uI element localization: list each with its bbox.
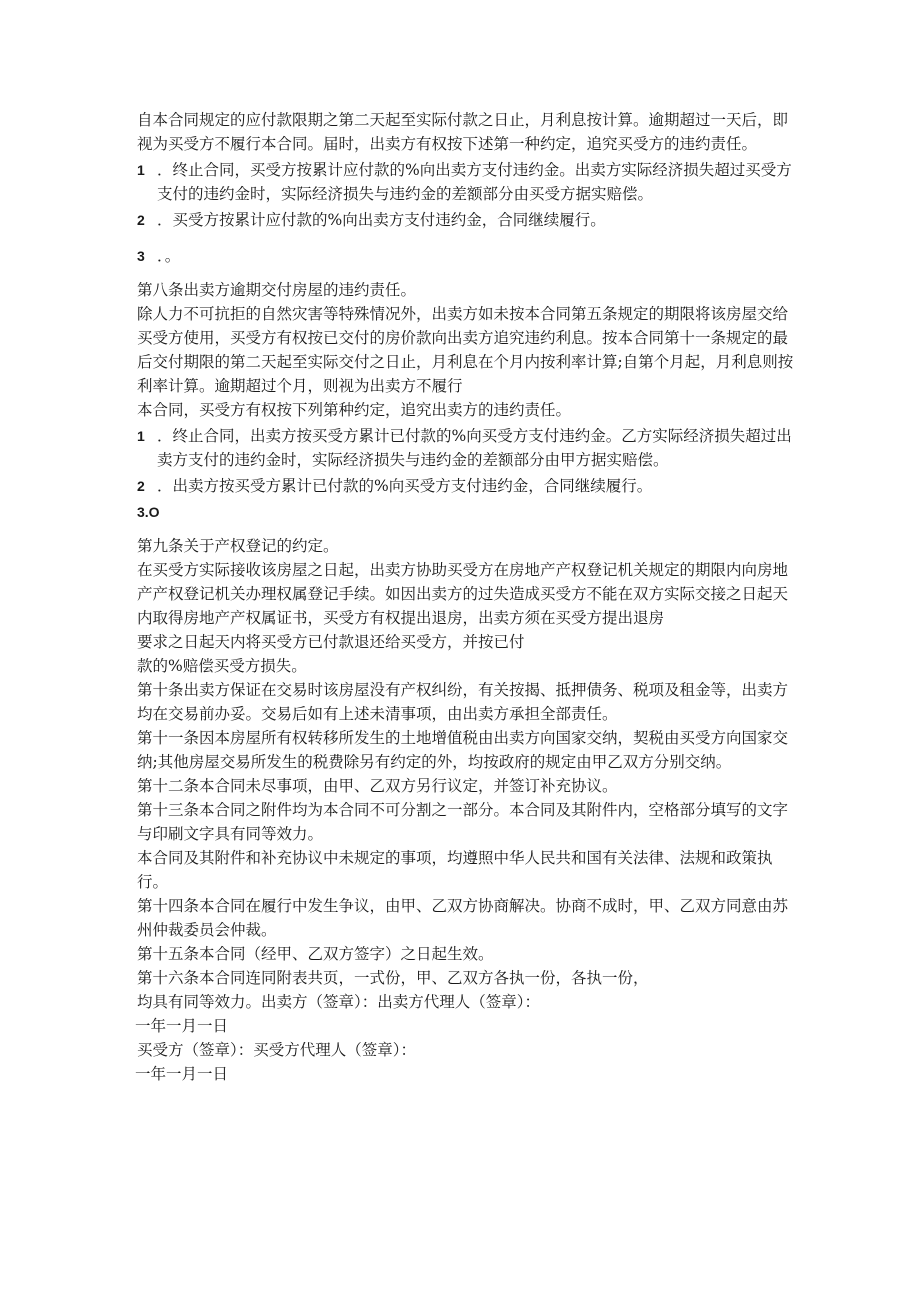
item-text: ．终止合同，买受方按累计应付款的%向出卖方支付违约金。出卖方实际经济损失超过买受方支付的违约金时，实际经济损失与违约金的差额部分由买受方据实赔偿。	[157, 161, 792, 203]
item-text: ．终止合同，出卖方按买受方累计已付款的%向买受方支付违约金。乙方实际经济损失超过出卖方支付的违约金时，实际经济损失与违约金的差额部分由甲方据实赔偿。	[157, 427, 792, 469]
item-number: 1	[137, 162, 145, 178]
article-8-body: 除人力不可抗拒的自然灾害等特殊情况外，出卖方如未按本合同第五条规定的期限将该房屋交给买受方使用，买受方有权按已交付的房价款向出卖方追究违约利息。按本合同第十一条规定的最后交付期限的第二天起至实际交付之日止，月利息在个月内按利率计算;自第个月起，月利息则按利率计算。逾期超过个月，则视为出卖方不履行	[137, 305, 794, 395]
buyer-signature-line: 买受方（签章）：买受方代理人（签章）：	[137, 1041, 417, 1059]
article-8-body-continued: 本合同，买受方有权按下列第种约定，追究出卖方的违约责任。	[137, 401, 572, 419]
article-8-title: 第八条出卖方逾期交付房屋的违约责任。	[137, 281, 417, 299]
item-number: 2	[137, 478, 145, 494]
list-item	[137, 158, 797, 206]
article-11: 第十一条因本房屋所有权转移所发生的土地增值税由出卖方向国家交纳，契税由买受方向国家交纳;其他房屋交易所发生的税费除另有约定的外，均按政府的规定由甲乙双方分别交纳。	[137, 729, 789, 771]
article-15: 第十五条本合同（经甲、乙双方签字）之日起生效。	[137, 945, 494, 963]
article-13: 第十三条本合同之附件均为本合同不可分割之一部分。本合同及其附件内，空格部分填写的文字与印刷文字具有同等效力。	[137, 801, 789, 843]
contract-page	[137, 108, 797, 1086]
list-item	[137, 424, 797, 472]
article-13-supplement: 本合同及其附件和补充协议中未规定的事项，均遵照中华人民共和国有关法律、法规和政策执行。	[137, 849, 773, 891]
item-number: 3	[137, 248, 145, 264]
list-item	[137, 244, 797, 268]
article-9-title: 第九条关于产权登记的约定。	[137, 537, 339, 555]
item-text: ．。	[157, 247, 181, 265]
buyer-sign-date: 一年一月一日	[135, 1065, 229, 1083]
list-item-3: 3.O	[137, 504, 160, 520]
article-14: 第十四条本合同在履行中发生争议，由甲、乙双方协商解决。协商不成时，甲、乙双方同意由苏州仲裁委员会仲裁。	[137, 897, 789, 939]
clause-overdue-payment: 自本合同规定的应付款限期之第二天起至实际付款之日止，月利息按计算。逾期超过一天后，即视为买受方不履行本合同。届时，出卖方有权按下述第一种约定，追究买受方的违约责任。	[137, 111, 789, 153]
article-12: 第十二条本合同未尽事项，由甲、乙双方另行议定，并签订补充协议。	[137, 777, 618, 795]
article-16: 第十六条本合同连同附表共页，一式份，甲、乙双方各执一份，各执一份，	[137, 969, 649, 987]
article-16-continued: 均具有同等效力。出卖方（签章）：出卖方代理人（签章）：	[137, 993, 541, 1011]
item-text: ．买受方按累计应付款的%向出卖方支付违约金，合同继续履行。	[157, 211, 606, 229]
article-10: 第十条出卖方保证在交易时该房屋没有产权纠纷，有关按揭、抵押债务、税项及租金等，出卖方均在交易前办妥。交易后如有上述未清事项，由出卖方承担全部责任。	[137, 681, 789, 723]
article-9-body: 在买受方实际接收该房屋之日起，出卖方协助买受方在房地产产权登记机关规定的期限内向房地产产权登记机关办理权属登记手续。如因出卖方的过失造成买受方不能在双方实际交接之日起天内取得房地产产权属证书，买受方有权提出退房，出卖方须在买受方提出退房	[137, 561, 789, 627]
list-item	[137, 474, 797, 498]
article-9-body-end: 款的%赔偿买受方损失。	[137, 657, 307, 675]
article-9-body-continued: 要求之日起天内将买受方已付款退还给买受方，并按已付	[137, 633, 525, 651]
item-number: 2	[137, 212, 145, 228]
list-item	[137, 208, 797, 232]
seller-sign-date: 一年一月一日	[135, 1017, 229, 1035]
item-text: ．出卖方按买受方累计已付款的%向买受方支付违约金，合同继续履行。	[157, 477, 653, 495]
item-number: 1	[137, 428, 145, 444]
